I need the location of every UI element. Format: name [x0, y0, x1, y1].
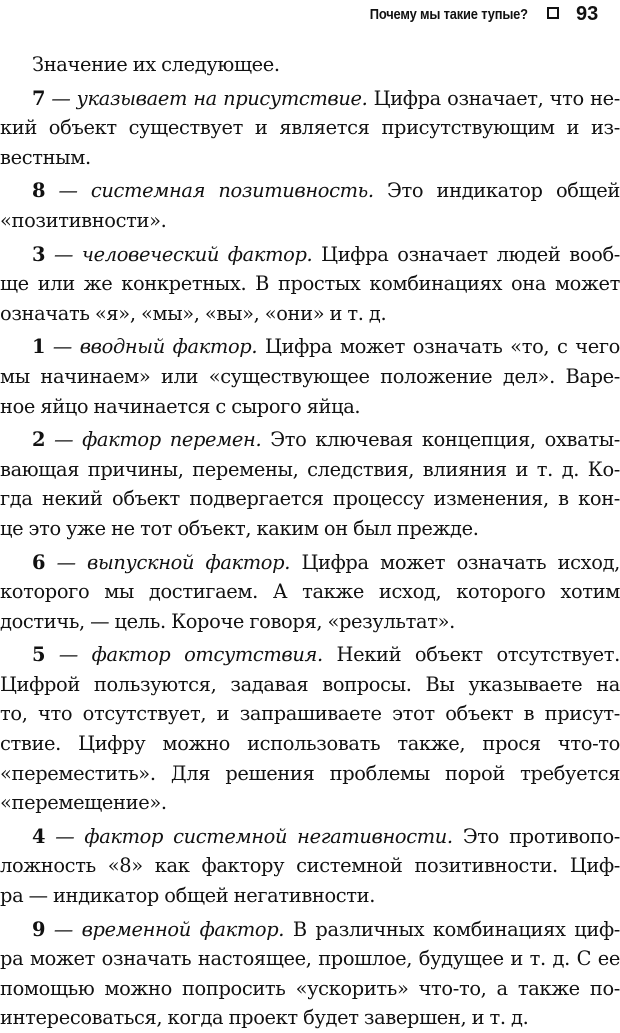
entry-3-line: означать «я», «мы», «вы», «они» и т. д. [0, 301, 387, 325]
entry-2-line: це это уже не тот объект, каким он был прежде. [0, 516, 479, 540]
entry-term: — системная позитивность. [45, 179, 374, 203]
entry-3-first-line [0, 240, 620, 270]
entry-term: — указывает на присутствие. [45, 86, 368, 110]
entry-text: Это противопо- [452, 824, 620, 848]
entry-text: Это ключевая концепция, охваты- [261, 428, 620, 452]
intro-line: Значение их следующее. [32, 53, 280, 76]
entry-8-line: «позитивности». [0, 208, 167, 232]
entry-term: — вводный фактор. [45, 335, 258, 359]
entry-6-first-line [0, 548, 620, 578]
square-outline-icon [547, 7, 559, 19]
entry-text: Цифра означает людей вооб- [312, 242, 620, 266]
entry-number: 3 [32, 242, 46, 266]
entry-6-line: которого мы достигаем. А также исход, которого хотим [0, 580, 620, 604]
entry-4-line: ложность «8» как фактору системной позитивности. Циф- [0, 854, 620, 878]
entry-text: Некий объект отсутствует. [322, 643, 620, 667]
entry-7-line: вестным. [0, 145, 91, 169]
entry-8-first-line [0, 176, 620, 206]
entry-number: 9 [32, 917, 46, 941]
entry-number: 1 [32, 335, 46, 359]
entry-number: 8 [32, 179, 46, 203]
entry-1-first-line [0, 332, 620, 362]
entry-term: — фактор отсутствия. [45, 643, 323, 667]
page-number: 93 [576, 3, 599, 25]
entry-number: 7 [32, 86, 46, 110]
entry-text: Цифра может означать исход, [290, 550, 620, 574]
entry-7-first-line [0, 84, 620, 114]
entry-2-first-line [0, 425, 620, 455]
entry-number: 6 [32, 550, 46, 574]
page-header [0, 0, 620, 34]
entry-5-line: Цифрой пользуются, задавая вопросы. Вы указываете на [0, 672, 620, 696]
entry-6-line: достичь, — цель. Короче говоря, «результат». [0, 609, 455, 633]
entry-text: В различных комбинациях циф- [284, 917, 620, 941]
entry-3-line: ще или же конкретных. В простых комбинациях она может [0, 272, 620, 296]
entry-4-line: ра — индикатор общей негативности. [0, 884, 376, 908]
entry-number: 5 [32, 643, 46, 667]
entry-7-line: кий объект существует и является присутствующим и из- [0, 116, 620, 140]
entry-text: Цифра может означать «то, с чего [257, 335, 620, 359]
entry-term: — человеческий фактор. [45, 242, 313, 266]
entry-1-line: ное яйцо начинается с сырого яйца. [0, 394, 361, 418]
entry-9-line: интересоваться, когда проект будет завершен, и т. д. [0, 1006, 529, 1030]
running-title: Почему мы такие тупые? [369, 6, 528, 23]
body-text [0, 50, 620, 1033]
entry-4-first-line [0, 822, 620, 852]
entry-5-line: то, что отсутствует, и запрашиваете этот объект в присут- [0, 702, 620, 726]
entry-term: — фактор перемен. [45, 428, 262, 452]
entry-number: 4 [32, 824, 46, 848]
entry-term: — временной фактор. [45, 917, 285, 941]
entry-number: 2 [32, 428, 46, 452]
entry-text: Цифра означает, что не- [367, 86, 620, 110]
entry-2-line: гда некий объект подвергается процессу изменения, в кон- [0, 487, 620, 511]
entry-text: Это индикатор общей [373, 179, 620, 203]
entry-2-line: вающая причины, перемены, следствия, влияния и т. д. Ко- [0, 457, 620, 481]
entry-5-line: ствие. Цифру можно использовать также, прося что-то [0, 732, 620, 756]
entry-term: — выпускной фактор. [45, 550, 291, 574]
entry-9-line: помощью можно попросить «ускорить» что-то, а также по- [0, 976, 620, 1000]
entry-9-line: ра может означать настоящее, прошлое, будущее и т. д. С ее [0, 947, 620, 971]
entry-5-line: «перемещение». [0, 791, 167, 815]
entry-5-line: «переместить». Для решения проблемы порой требуется [0, 761, 620, 785]
entry-9-first-line [0, 915, 620, 945]
entry-1-line: мы начинаем» или «существующее положение дел». Варе- [0, 364, 620, 388]
entry-5-first-line [0, 640, 620, 670]
entry-term: — фактор системной негативности. [45, 824, 453, 848]
